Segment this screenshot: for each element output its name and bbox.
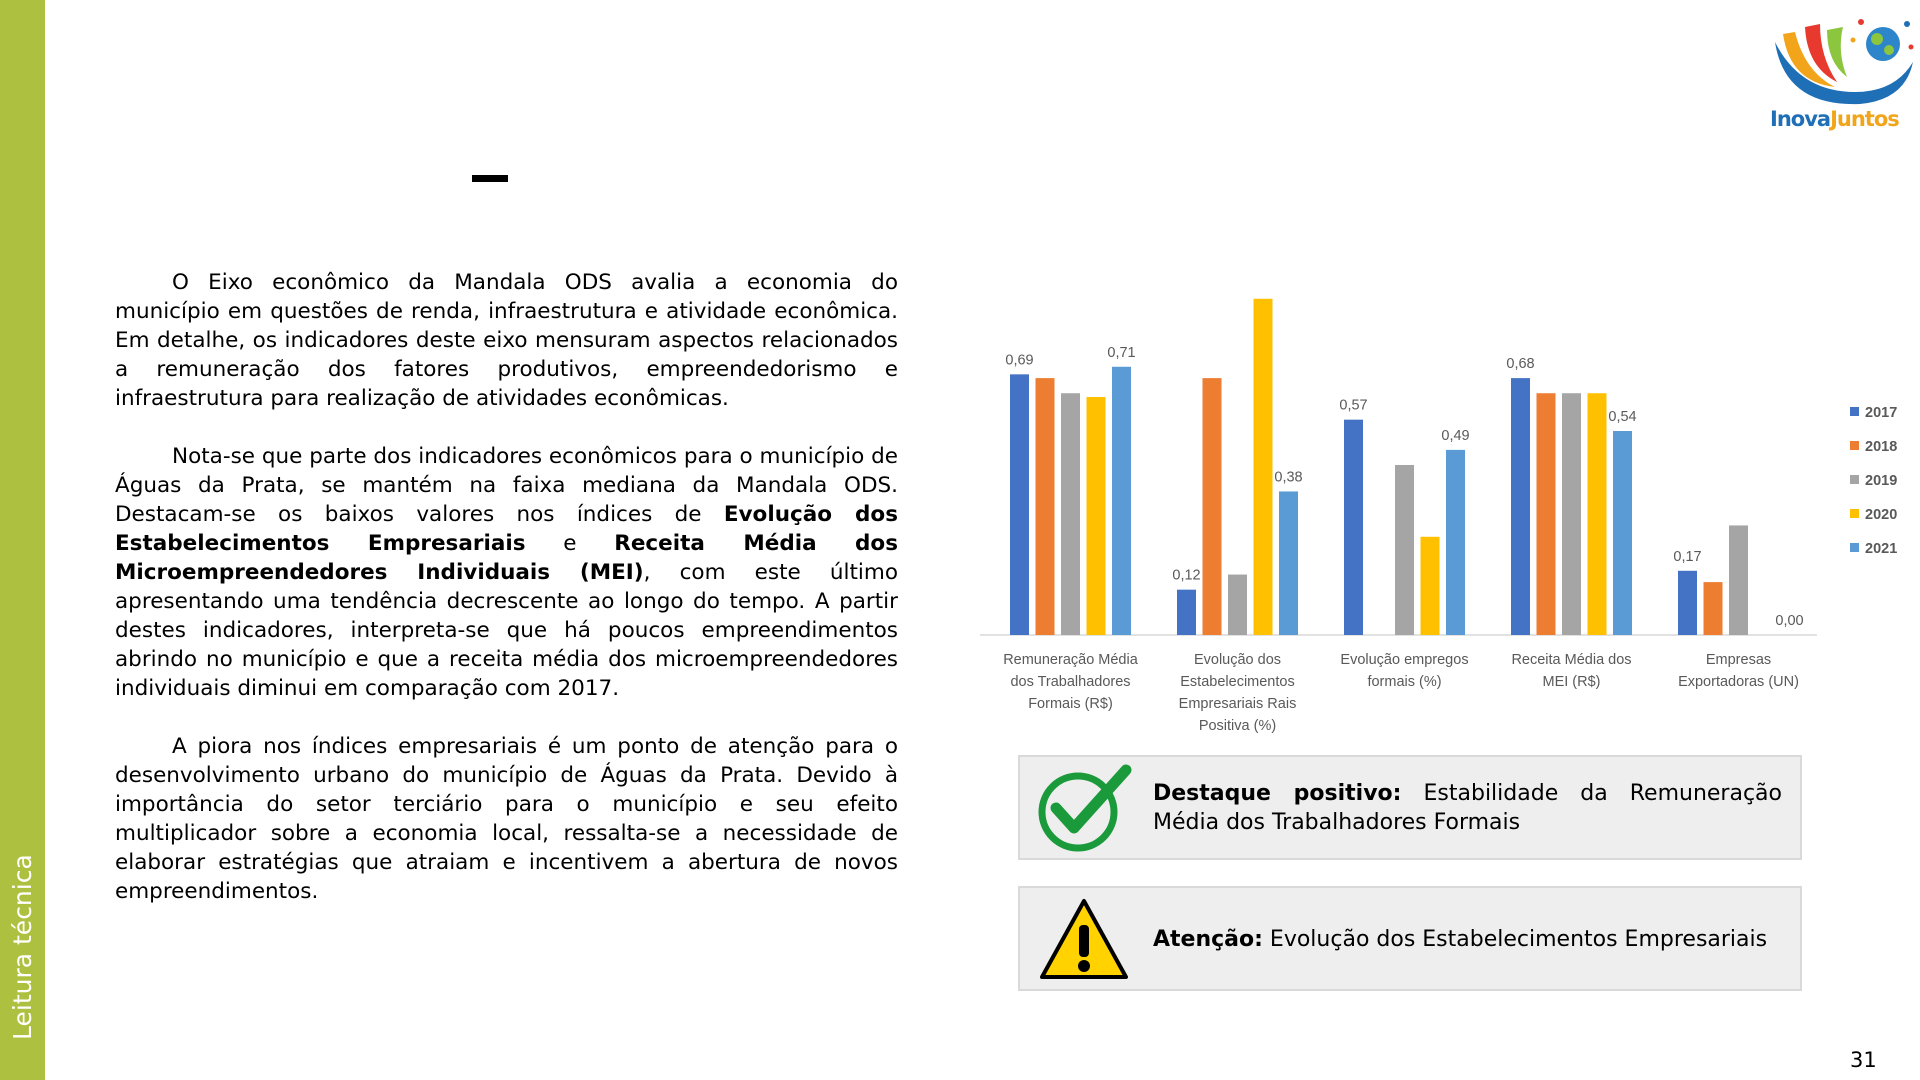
bar-2017-2 — [1344, 420, 1363, 635]
bar-2018-3 — [1537, 393, 1556, 635]
bar-2017-1 — [1177, 590, 1196, 635]
data-label: 0,49 — [1441, 427, 1470, 444]
logo-text: InovaJuntos — [1770, 107, 1899, 131]
data-label: 0,57 — [1339, 397, 1368, 414]
legend-swatch — [1850, 543, 1859, 552]
category-label: Estabelecimentos — [1180, 674, 1295, 690]
bar-2019-1 — [1228, 575, 1247, 635]
bar-2020-0 — [1087, 397, 1106, 635]
positive-callout — [1018, 755, 1802, 860]
bar-2020-3 — [1588, 393, 1607, 635]
positive-callout-text: Destaque positivo: Estabilidade da Remuneração Média dos Trabalhadores Formais — [1153, 781, 1782, 835]
category-label: Exportadoras (UN) — [1678, 674, 1799, 690]
data-label: 0,17 — [1673, 548, 1702, 565]
category-label: dos Trabalhadores — [1010, 674, 1131, 690]
data-label: 0,38 — [1274, 469, 1303, 486]
category-label: Evolução empregos — [1340, 652, 1469, 668]
bar-2019-2 — [1395, 465, 1414, 635]
side-label: Leitura técnica — [8, 854, 37, 1040]
data-label: 0,12 — [1172, 567, 1201, 584]
category-label: Remuneração Média — [1003, 652, 1138, 668]
legend-swatch — [1850, 475, 1859, 484]
bar-2021-1 — [1279, 491, 1298, 635]
body-text — [115, 268, 898, 935]
heading-dash — [472, 175, 508, 182]
bar-2018-1 — [1203, 378, 1222, 635]
bar-chart — [980, 280, 1900, 740]
legend-label: 2020 — [1865, 507, 1898, 523]
legend-label: 2021 — [1865, 541, 1898, 557]
bar-2019-3 — [1562, 393, 1581, 635]
category-label: Formais (R$) — [1028, 696, 1113, 712]
data-label: 0,69 — [1005, 352, 1034, 369]
legend-label: 2018 — [1865, 439, 1898, 455]
bar-2019-4 — [1729, 525, 1748, 635]
bar-2021-3 — [1613, 431, 1632, 635]
warning-callout — [1018, 886, 1802, 991]
warning-icon — [1036, 895, 1132, 985]
paragraph-2: Nota-se que parte dos indicadores econômicos para o município de Águas da Prata, se mantém na faixa mediana da Mandala ODS. Destacam-se os baixos valores nos índices de Evolução dos Estabelecimentos Empresariais e Receita Média dos Microempreendedores Individuais (MEI), com este último apresentando uma tendência decrescente ao longo do tempo. A partir destes indicadores, interpreta-se que há poucos empreendimentos abrindo no município e que a receita média dos microempreendedores individuais diminui em comparação com 2017. — [115, 444, 898, 701]
bar-2021-0 — [1112, 367, 1131, 635]
data-label: 0,00 — [1775, 613, 1804, 629]
category-label: Empresariais Rais — [1178, 696, 1297, 712]
bar-2019-0 — [1061, 393, 1080, 635]
bar-2017-3 — [1511, 378, 1530, 635]
bar-2021-2 — [1446, 450, 1465, 635]
category-label: MEI (R$) — [1542, 674, 1601, 690]
data-label: 0,71 — [1107, 344, 1136, 361]
paragraph-1: O Eixo econômico da Mandala ODS avalia a economia do município em questões de renda, infraestrutura e atividade econômica. Em detalhe, os indicadores deste eixo mensuram aspectos relacionados a remuneração dos fatores produtivos, empreendedorismo e infraestrutura para realização de atividades econômicas. — [115, 270, 898, 411]
legend-swatch — [1850, 407, 1859, 416]
category-label: formais (%) — [1367, 674, 1442, 690]
category-label: Receita Média dos — [1511, 652, 1632, 668]
warning-callout-text: Atenção: Evolução dos Estabelecimentos Empresariais — [1153, 927, 1768, 952]
data-label: 0,68 — [1506, 356, 1535, 373]
legend-swatch — [1850, 509, 1859, 518]
data-label: 0,54 — [1608, 409, 1637, 425]
bar-2018-0 — [1036, 378, 1055, 635]
paragraph-3: A piora nos índices empresariais é um ponto de atenção para o desenvolvimento urbano do município de Águas da Prata. Devido à importância do setor terciário para o município e seu efeito multiplicador sobre a economia local, ressalta-se a necessidade de elaborar estratégias que atraiam e incentivem a abertura de novos empreendimentos. — [115, 734, 898, 904]
legend-label: 2019 — [1865, 473, 1898, 489]
legend-swatch — [1850, 441, 1859, 450]
checkmark-icon — [1036, 764, 1132, 854]
bar-2020-2 — [1421, 537, 1440, 635]
bar-2018-4 — [1704, 582, 1723, 635]
bar-2020-1 — [1254, 299, 1273, 635]
category-label: Evolução dos — [1193, 652, 1282, 668]
category-label: Empresas — [1705, 652, 1772, 668]
category-label: Positiva (%) — [1198, 718, 1277, 734]
bar-2017-0 — [1010, 374, 1029, 635]
bar-2017-4 — [1678, 571, 1697, 635]
page-number: 31 — [1850, 1048, 1877, 1072]
legend-label: 2017 — [1865, 405, 1898, 421]
